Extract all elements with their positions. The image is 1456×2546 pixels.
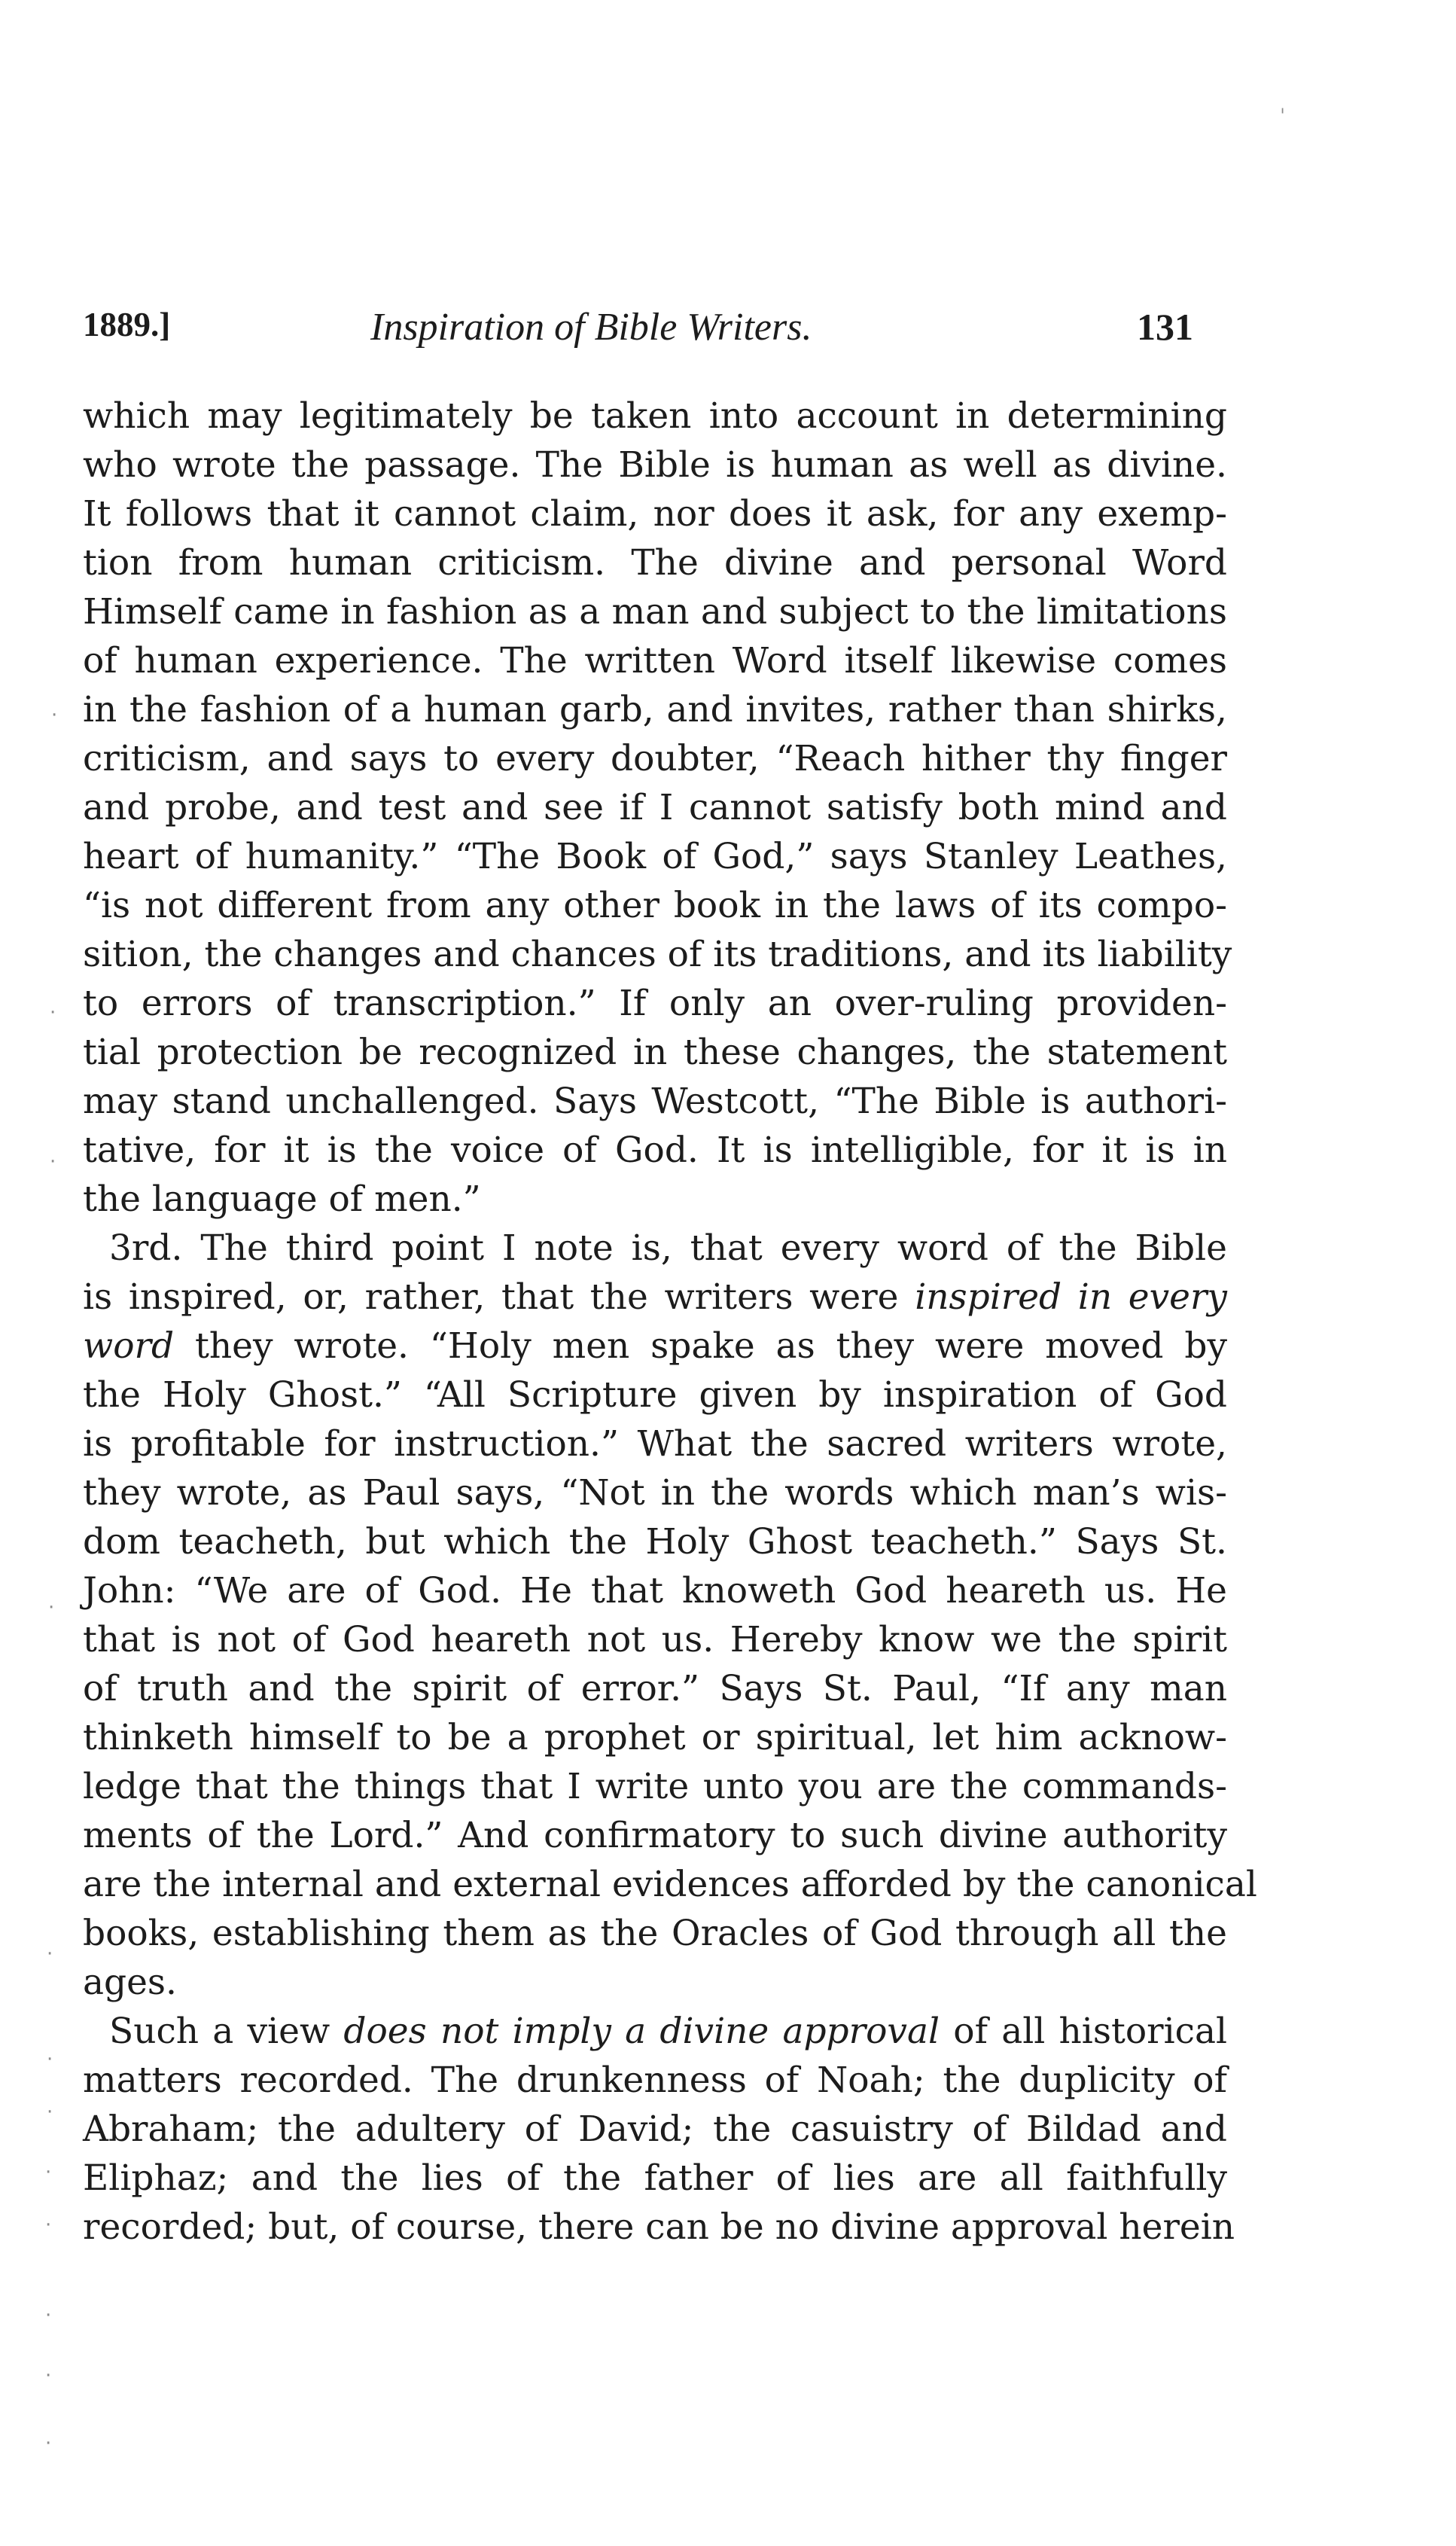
scan-speck: ·	[45, 2365, 52, 2387]
text-line: It follows that it cannot claim, nor does it ask, for any exemp-	[83, 493, 1227, 535]
text-line: ages.	[83, 1962, 177, 2003]
scan-speck: ·	[47, 2101, 53, 2124]
text-line: the Holy Ghost.” “All Scripture given by inspiration of God	[83, 1374, 1227, 1416]
text-span: is inspired, or, rather, that the writers were	[83, 1276, 915, 1318]
text-line: books, establishing them as the Oracles of God through all the	[83, 1913, 1227, 1954]
text-line	[83, 2007, 1227, 2056]
scan-speck: ·	[45, 2432, 52, 2455]
text-line: is profitable for instruction.” What the sacred writers wrote,	[83, 1423, 1227, 1465]
running-header	[83, 305, 1212, 365]
scan-speck: ·	[48, 1596, 55, 1619]
text-line: who wrote the passage. The Bible is human as well as divine.	[83, 444, 1227, 486]
text-line: matters recorded. The drunkenness of Noah; the duplicity of	[83, 2060, 1227, 2101]
body-text	[83, 392, 1257, 2252]
text-line: “is not different from any other book in the laws of its compo-	[83, 885, 1227, 926]
text-line: may stand unchallenged. Says Westcott, “The Bible is authori-	[83, 1081, 1227, 1122]
text-line: tative, for it is the voice of God. It is intelligible, for it is in	[83, 1130, 1227, 1171]
text-line: sition, the changes and chances of its traditions, and its liability	[83, 934, 1232, 975]
text-line: ledge that the things that I write unto you are the commands-	[83, 1766, 1227, 1807]
page-number: 131	[1137, 306, 1193, 348]
text-line: recorded; but, of course, there can be no divine approval herein	[83, 2206, 1235, 2248]
text-span: of all historical	[940, 2011, 1227, 2052]
text-line: which may legitimately be taken into account in determining	[83, 395, 1227, 437]
text-line: of human experience. The written Word itself likewise comes	[83, 640, 1227, 681]
text-line: tion from human criticism. The divine and personal Word	[83, 542, 1227, 584]
scan-speck: ·	[51, 704, 58, 727]
scan-speck: ·	[45, 2214, 52, 2237]
text-line: John: “We are of God. He that knoweth God heareth us. He	[83, 1570, 1227, 1611]
text-line: in the fashion of a human garb, and invites, rather than shirks,	[83, 689, 1227, 730]
text-line: 3rd. The third point I note is, that every word of the Bible	[109, 1227, 1227, 1269]
text-line: Abraham; the adultery of David; the casuistry of Bildad and	[83, 2108, 1227, 2150]
text-span: they wrote. “Holy men spake as they were moved by	[174, 1325, 1227, 1367]
text-line: Eliphaz; and the lies of the father of lies are all faithfully	[83, 2157, 1227, 2199]
text-line: are the internal and external evidences afforded by the canonical	[83, 1864, 1257, 1905]
text-line: thinketh himself to be a prophet or spiritual, let him acknow-	[83, 1717, 1227, 1758]
text-line: the language of men.”	[83, 1178, 481, 1220]
text-line: that is not of God heareth not us. Hereby know we the spirit	[83, 1619, 1227, 1660]
text-line	[83, 1322, 1227, 1371]
text-line: and probe, and test and see if I cannot satisfy both mind and	[83, 787, 1227, 828]
text-line: heart of humanity.” “The Book of God,” says Stanley Leathes,	[83, 836, 1227, 877]
italic-span: does not imply a divine approval	[343, 2011, 940, 2052]
scan-speck: ·	[47, 1943, 53, 1965]
text-line: dom teacheth, but which the Holy Ghost teacheth.” Says St.	[83, 1521, 1227, 1563]
text-line: they wrote, as Paul says, “Not in the words which man’s wis-	[83, 1472, 1227, 1514]
scan-speck: ·	[47, 2048, 53, 2071]
scan-speck: ·	[50, 1002, 56, 1024]
scan-speck: ·	[50, 1151, 56, 1173]
text-line	[83, 1273, 1227, 1322]
text-line: criticism, and says to every doubter, “Reach hither thy finger	[83, 738, 1227, 779]
header-year: 1889.]	[83, 306, 171, 343]
text-line: of truth and the spirit of error.” Says St. Paul, “If any man	[83, 1668, 1227, 1709]
header-title: Inspiration of Bible Writers.	[370, 306, 812, 349]
italic-span: inspired in every	[915, 1276, 1227, 1318]
text-line: to errors of transcription.” If only an over-ruling providen-	[83, 983, 1227, 1024]
italic-span: word	[83, 1325, 175, 1367]
scan-speck: ·	[45, 2161, 52, 2184]
scan-speck: ·	[45, 2304, 52, 2327]
text-line: tial protection be recognized in these changes, the statement	[83, 1032, 1227, 1073]
text-span: Such a view	[109, 2011, 344, 2052]
scan-speck: ˈ	[1280, 105, 1286, 128]
text-line: Himself came in fashion as a man and subject to the limitations	[83, 591, 1227, 633]
text-line: ments of the Lord.” And confirmatory to such divine authority	[83, 1815, 1227, 1856]
